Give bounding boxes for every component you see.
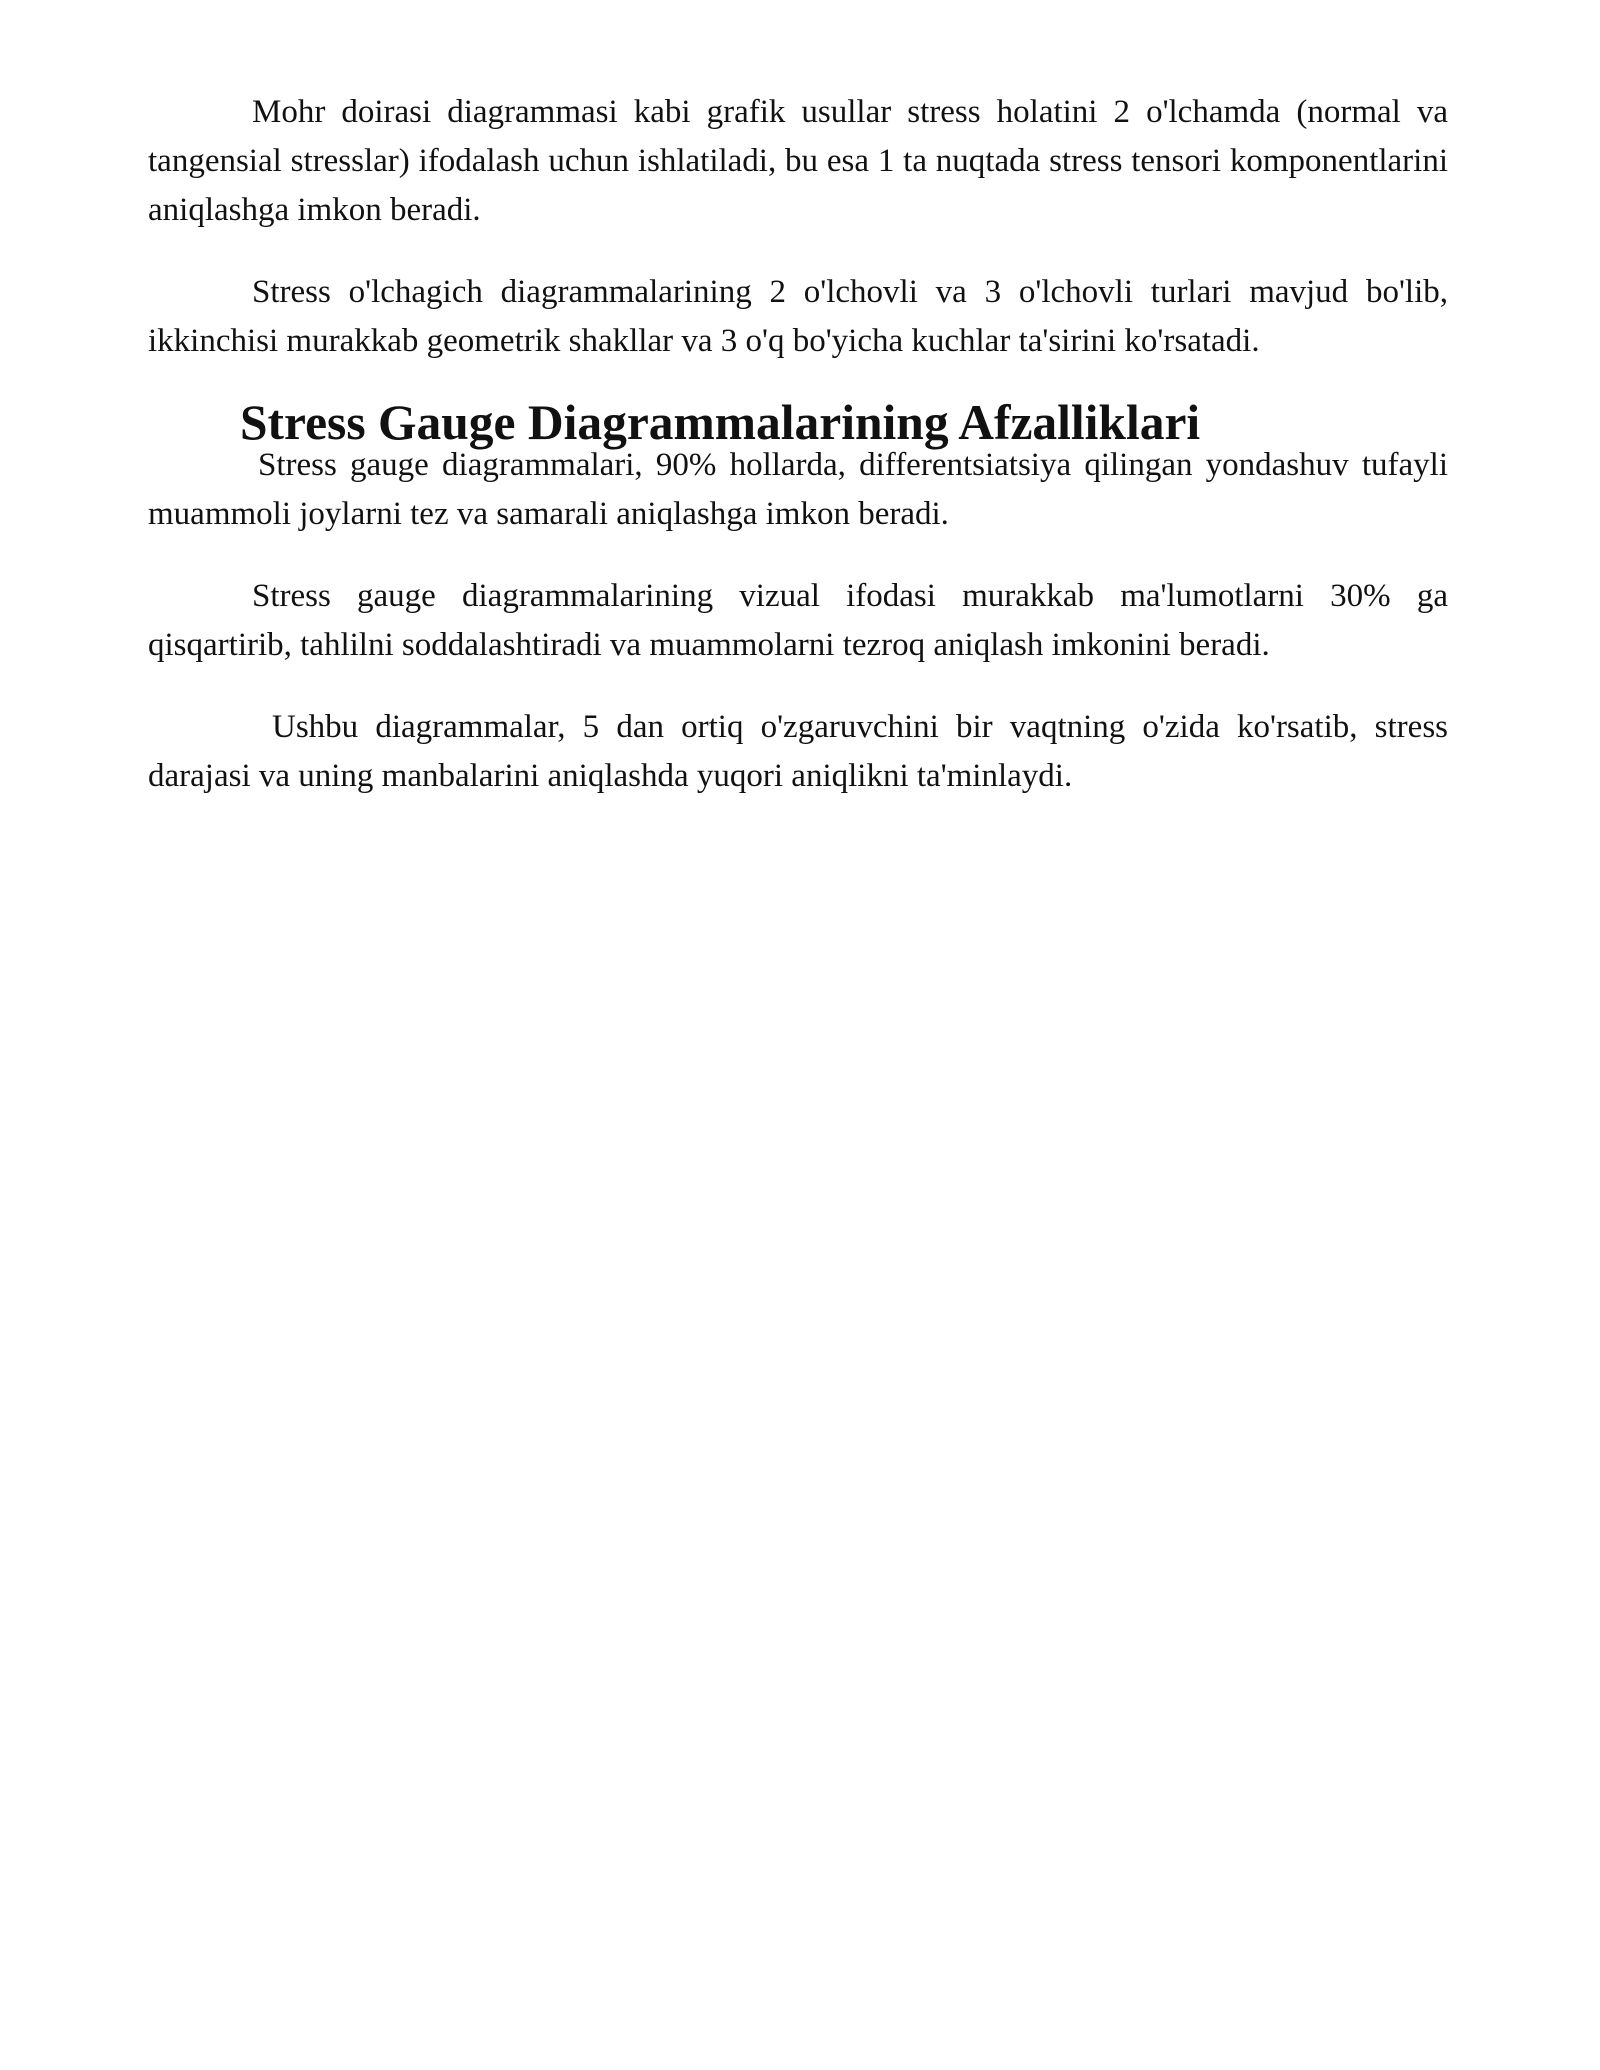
paragraph-advantage-3: Ushbu diagrammalar, 5 dan ortiq o'zgaruvchini bir vaqtning o'zida ko'rsatib, stress darajasi va uning manbalarini aniqlashda yuqori aniqlikni ta'minlaydi. — [148, 709, 1448, 794]
paragraph-advantage-1: Stress gauge diagrammalari, 90% hollarda, differentsiatsiya qilingan yondashuv tufayli muammoli joylarni tez va samarali aniqlashga imkon beradi. — [148, 447, 1448, 532]
paragraph-gauge-types: Stress o'lchagich diagrammalarining 2 o'lchovli va 3 o'lchovli turlari mavjud bo'lib, ikkinchisi murakkab geometrik shakllar va 3 o'q bo'yicha kuchlar ta'sirini ko'rsatadi. — [148, 274, 1448, 359]
section-heading: Stress Gauge Diagrammalarining Afzalliklari — [240, 395, 1201, 450]
paragraph-advantage-2: Stress gauge diagrammalarining vizual ifodasi murakkab ma'lumotlarni 30% ga qisqartirib, tahlilni soddalashtiradi va muammolarni tezroq aniqlash imkonini beradi. — [148, 578, 1448, 663]
document-body — [148, 88, 1448, 834]
paragraph-mohr-circle: Mohr doirasi diagrammasi kabi grafik usullar stress holatini 2 o'lchamda (normal va tangensial stresslar) ifodalash uchun ishlatiladi, bu esa 1 ta nuqtada stress tensori komponentlarini aniqlashga imkon beradi. — [148, 94, 1448, 228]
